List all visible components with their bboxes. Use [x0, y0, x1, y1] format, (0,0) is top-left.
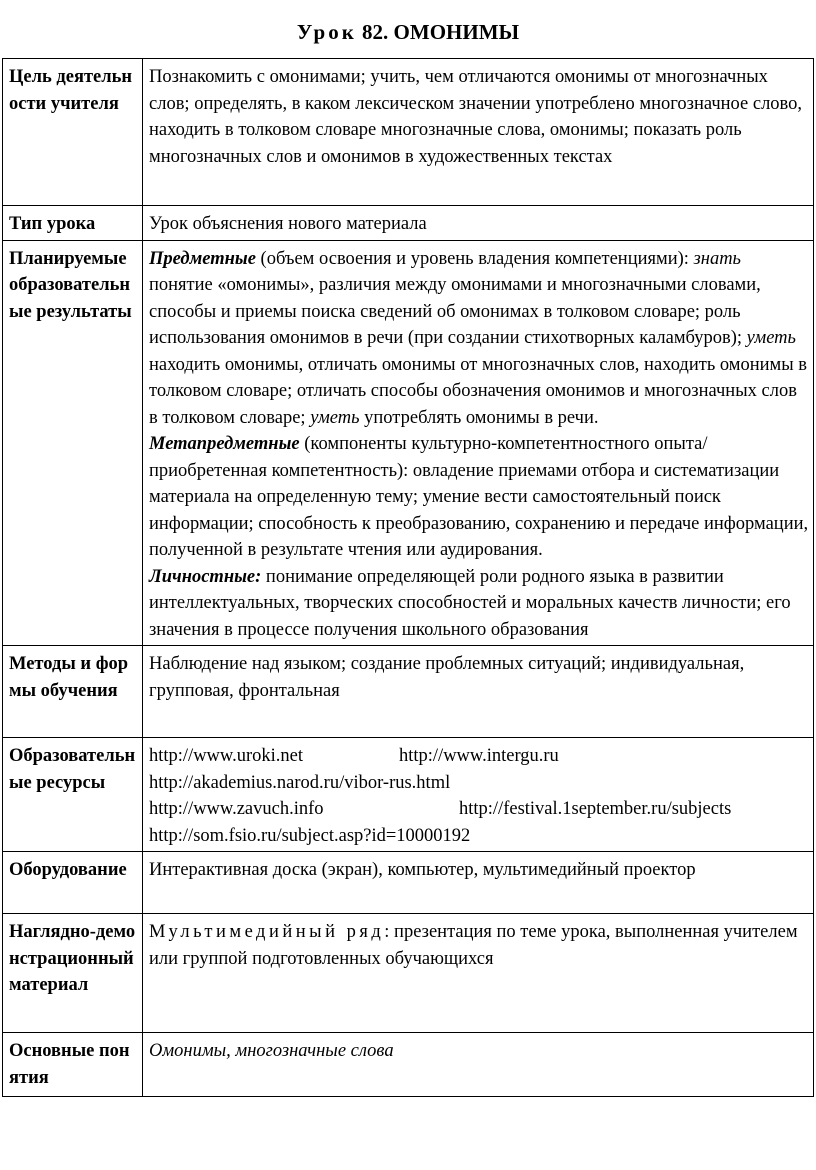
row-concepts	[3, 1033, 814, 1097]
personal-head: Личностные:	[149, 566, 262, 587]
goal-label: Цель деятельности учителя	[3, 59, 143, 206]
visual-head: Мультимедийный ряд	[149, 922, 385, 942]
results-content	[143, 240, 814, 646]
know-word: знать	[693, 248, 741, 269]
row-methods	[3, 646, 814, 738]
row-equipment	[3, 852, 814, 914]
row-type	[3, 206, 814, 241]
equipment-label: Оборудование	[3, 852, 143, 914]
can-word-1: уметь	[746, 328, 796, 348]
resource-link[interactable]: http://www.intergu.ru	[399, 746, 559, 766]
visual-content	[143, 914, 814, 1033]
concepts-label: Основные понятия	[3, 1033, 143, 1097]
title-prefix: Урок	[296, 20, 357, 44]
visual-text: : презентация по теме урока, выполненная учителем или группой подготовленных обучающихся	[149, 922, 798, 969]
page-title	[0, 16, 816, 48]
know-text: понятие «омонимы», различия между омонимами и многозначными словами, способы и приемы поиска сведений об омонимах в толковом словаре; роль использования омонимов в речи (при создании стихотворных каламбуров);	[149, 275, 761, 348]
row-resources	[3, 738, 814, 852]
methods-label: Методы и формы обучения	[3, 646, 143, 738]
can-text-2: употреблять омонимы в речи.	[359, 407, 599, 428]
subject-head: Предметные	[149, 248, 256, 269]
goal-text: Познакомить с омонимами; учить, чем отличаются омонимы от многозначных слов; определять, в каком лексическом значении употреблено многозначное слово, находить в толковом словаре многозначные слова, омонимы; показать роль многозначных слов и омонимов в художественных текстах	[143, 59, 814, 206]
subject-intro: (объем освоения и уровень владения компетенциями):	[255, 248, 694, 269]
resource-link[interactable]: http://festival.1september.ru/subjects	[459, 799, 732, 819]
resource-link[interactable]: http://som.fsio.ru/subject.asp?id=10000192	[149, 825, 471, 846]
can-text-1: находить омонимы, отличать омонимы от многозначных слов, находить омонимы в толковом словаре; отличать способы обозначения омонимов и многозначных слов в толковом словаре;	[149, 354, 808, 428]
row-goal	[3, 59, 814, 206]
resource-link[interactable]: http://www.uroki.net	[149, 746, 303, 766]
concepts-text: Омонимы, многозначные слова	[143, 1033, 814, 1097]
resource-link[interactable]: http://www.zavuch.info	[149, 799, 324, 819]
lesson-plan-table	[2, 58, 814, 1097]
results-label: Планируемые образовательные результаты	[3, 240, 143, 646]
meta-head: Метапредметные	[149, 434, 300, 454]
methods-text: Наблюдение над языком; создание проблемных ситуаций; индивидуальная, групповая, фронтальная	[143, 646, 814, 738]
meta-text: (компоненты культурно-компетентностного опыта/приобретенная компетентность): овладение приемами отбора и систематизации материала на определенную тему; умение вести самостоятельный поиск информации; способность к преобразованию, сохранению и передаче информации, полученной в результате чтения или аудирования.	[149, 434, 809, 560]
equipment-text: Интерактивная доска (экран), компьютер, мультимедийный проектор	[143, 852, 814, 914]
can-word-2: уметь	[310, 407, 360, 428]
personal-text: понимание определяющей роли родного языка в развитии интеллектуальных, творческих способностей и моральных качеств личности; его значения в процессе получения школьного образования	[149, 566, 791, 640]
row-visual	[3, 914, 814, 1033]
title-rest: 82. ОМОНИМЫ	[356, 20, 520, 44]
resources-label: Образовательные ресурсы	[3, 738, 143, 852]
row-results	[3, 240, 814, 646]
resources-content	[143, 738, 814, 852]
resource-link[interactable]: http://akademius.narod.ru/vibor-rus.html	[149, 772, 451, 793]
type-text: Урок объяснения нового материала	[143, 206, 814, 241]
visual-label: Наглядно-демонстрационный материал	[3, 914, 143, 1033]
type-label: Тип урока	[3, 206, 143, 241]
